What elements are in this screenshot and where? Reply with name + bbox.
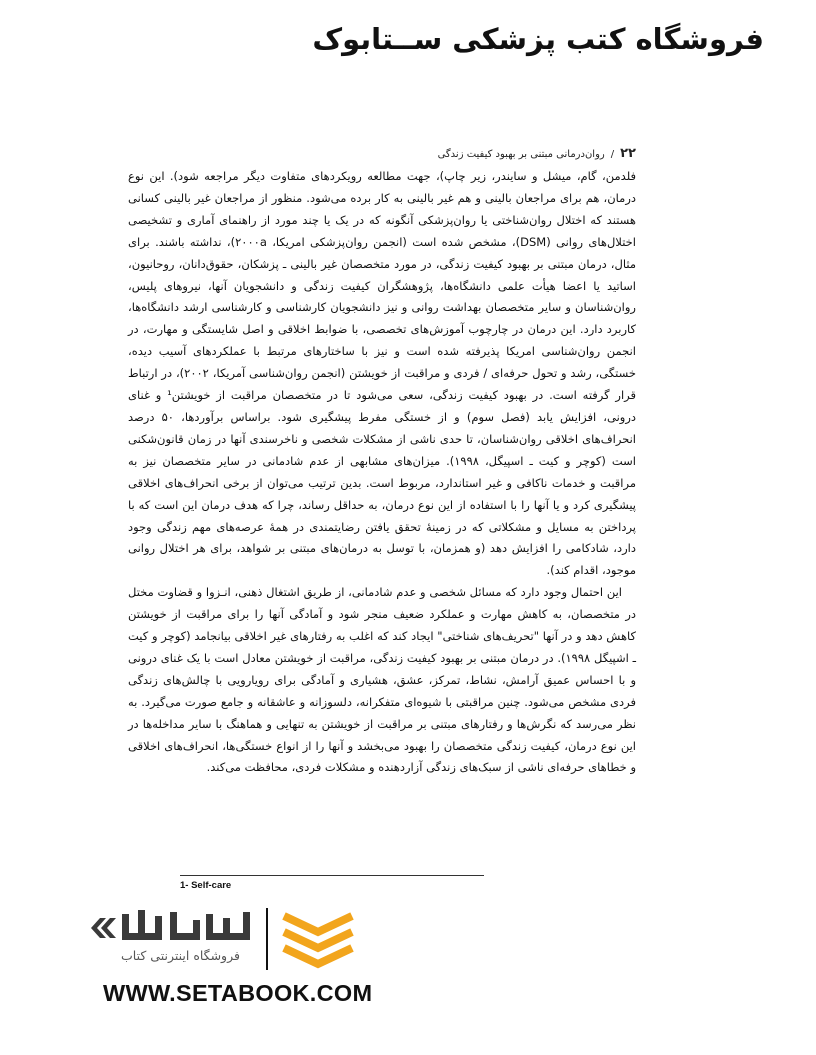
body-text [128, 166, 636, 779]
page-number: ۲۲ [620, 146, 636, 161]
running-head-title: روان‌درمانی مبتنی بر بهبود کیفیت زندگی [437, 149, 605, 160]
stacked-chevrons-icon [278, 906, 358, 972]
footnote: 1- Self-care [180, 880, 232, 891]
setabook-logo [88, 906, 378, 974]
site-url[interactable]: WWW.SETABOOK.COM [103, 980, 373, 1006]
logo-divider [266, 908, 268, 970]
store-name-header: فروشگاه کتب پزشکی ســتابوک [312, 22, 764, 56]
setabook-wordmark [88, 906, 263, 950]
running-head [180, 146, 636, 161]
running-head-separator: / [610, 149, 615, 160]
logo-tagline: فروشگاه اینترنتی کتاب [121, 948, 240, 963]
paragraph-2: این احتمال وجود دارد که مسائل شخصی و عدم شادمانی، از طریق اشتغال ذهنی، انـزوا و قضاوت مختل در متخصصان، به کاهش مهارت و عملکرد ضعیف منجر شود و آمادگی آنها را برای مراقبت از خویشتن کاهش دهد و در آنها "تحریف‌های شناختی" ایجاد کند که اغلب به رفتارهای غیر اخلاقی بیانجامد (کوچر و کیت ـ اشپیگل ۱۹۹۸). در درمان مبتنی بر بهبود کیفیت زندگی، مراقبت از خویشتن معادل است با یک غنای درونی و با احساس عمیق آرامش، نشاط، تمرکز، عشق، هشیاری و آمادگی برای رویارویی با چالش‌های زندگی فردی مشخص می‌شود. چنین مراقبتی با شیوه‌ای متفکرانه، دلسوزانه و عاشقانه و جامع صورت می‌گیرد. به نظر می‌رسد که نگرش‌ها و رفتارهای مبتنی بر مراقبت از خویشتن به تنهایی و هماهنگ با سایر مداخله‌ها در این نوع درمان، کیفیت زندگی متخصصان را بهبود می‌بخشد و آنها را از انواع خستگی‌ها، انحراف‌های اخلاقی و خطاهای حرفه‌ای ناشی از سبک‌های زندگی آزاردهنده و مشکلات فردی، محافظت می‌کند. [128, 585, 636, 775]
paragraph-1: فلدمن، گام، میشل و سایندر، زیر چاپ)، جهت مطالعه رویکردهای متفاوت دیگر مراجعه شود). این نوع درمان، هم برای مراجعان بالینی و هم غیر بالینی به کار برده می‌شود. منظور از مراجعان غیر بالینی کسانی هستند که اختلال روان‌شناختی یا روان‌پزشکی آنگونه که در یک یا چند مورد از راهنمای آماری و تشخیصی اختلال‌های روانی (DSM)، مشخص شده است (انجمن روان‌پزشکی امریکا، ۲۰۰۰a)، نداشته باشند. برای مثال، درمان مبتنی بر بهبود کیفیت زندگی، در مورد متخصصان غیر بالینی ـ پزشکان، حقوق‌دانان، روحانیون، اساتید یا اعضا هیأت علمی دانشگاه‌ها، پژوهشگران کیفیت زندگی و دانشجویان آنها، نیروهای پلیس، روان‌شناسان و سایر متخصصان بهداشت روانی و نیز دانشجویان کارشناسی و کارشناسی ارشد دانشگاه‌ها، کاربرد دارد. این درمان در چارچوب آموزش‌های تخصصی، با ضوابط اخلاقی و اصل شایستگی و مهارت، در انجمن روان‌شناسی امریکا پذیرفته شده است و نیز با ساختارهای مرتبط با عملکردهای آسیب دیده، خستگی، رشد و تحول حرفه‌ای / فردی و مراقبت از خویشتن (انجمن روان‌شناسی آمریکا، ۲۰۰۲)، در ارتباط قرار گرفته است. در بهبود کیفیت زندگی، سعی می‌شود تا در متخصصان مراقبت از خویشتن¹ و غنای درونی، افزایش یابد (فصل سوم) و از خستگی مفرط پیشگیری شود. براساس برآوردها، ۵۰ درصد انحراف‌های اخلاقی روان‌شناسان، تا حدی ناشی از مشکلات شخصی و ناخرسندی آنها در زمان قانون‌شکنی است (کوچر و کیت ـ اسپیگل، ۱۹۹۸). میزان‌های مشابهی از عدم شادمانی در سایر متخصصان نیز به مراقبت و خدمات ناکافی و غیر استاندارد، مربوط است. بدین ترتیب می‌توان از برخی انحراف‌های اخلاقی پیشگیری کرد و یا آنها را با استفاده از این نوع درمان، به حداقل رساند، چرا که هدف درمان این است که با پرداختن به مسایل و مشکلاتی که در زمینهٔ تحقق یافتن رضایتمندی در همهٔ عرصه‌های مهم زندگی وجود دارد، شادکامی را افزایش دهد (و همزمان، با توسل به درمان‌های مبتنی بر شواهد، برای هر اختلال روانی موجود، اقدام کند). [128, 169, 636, 578]
footnote-rule [180, 875, 484, 876]
